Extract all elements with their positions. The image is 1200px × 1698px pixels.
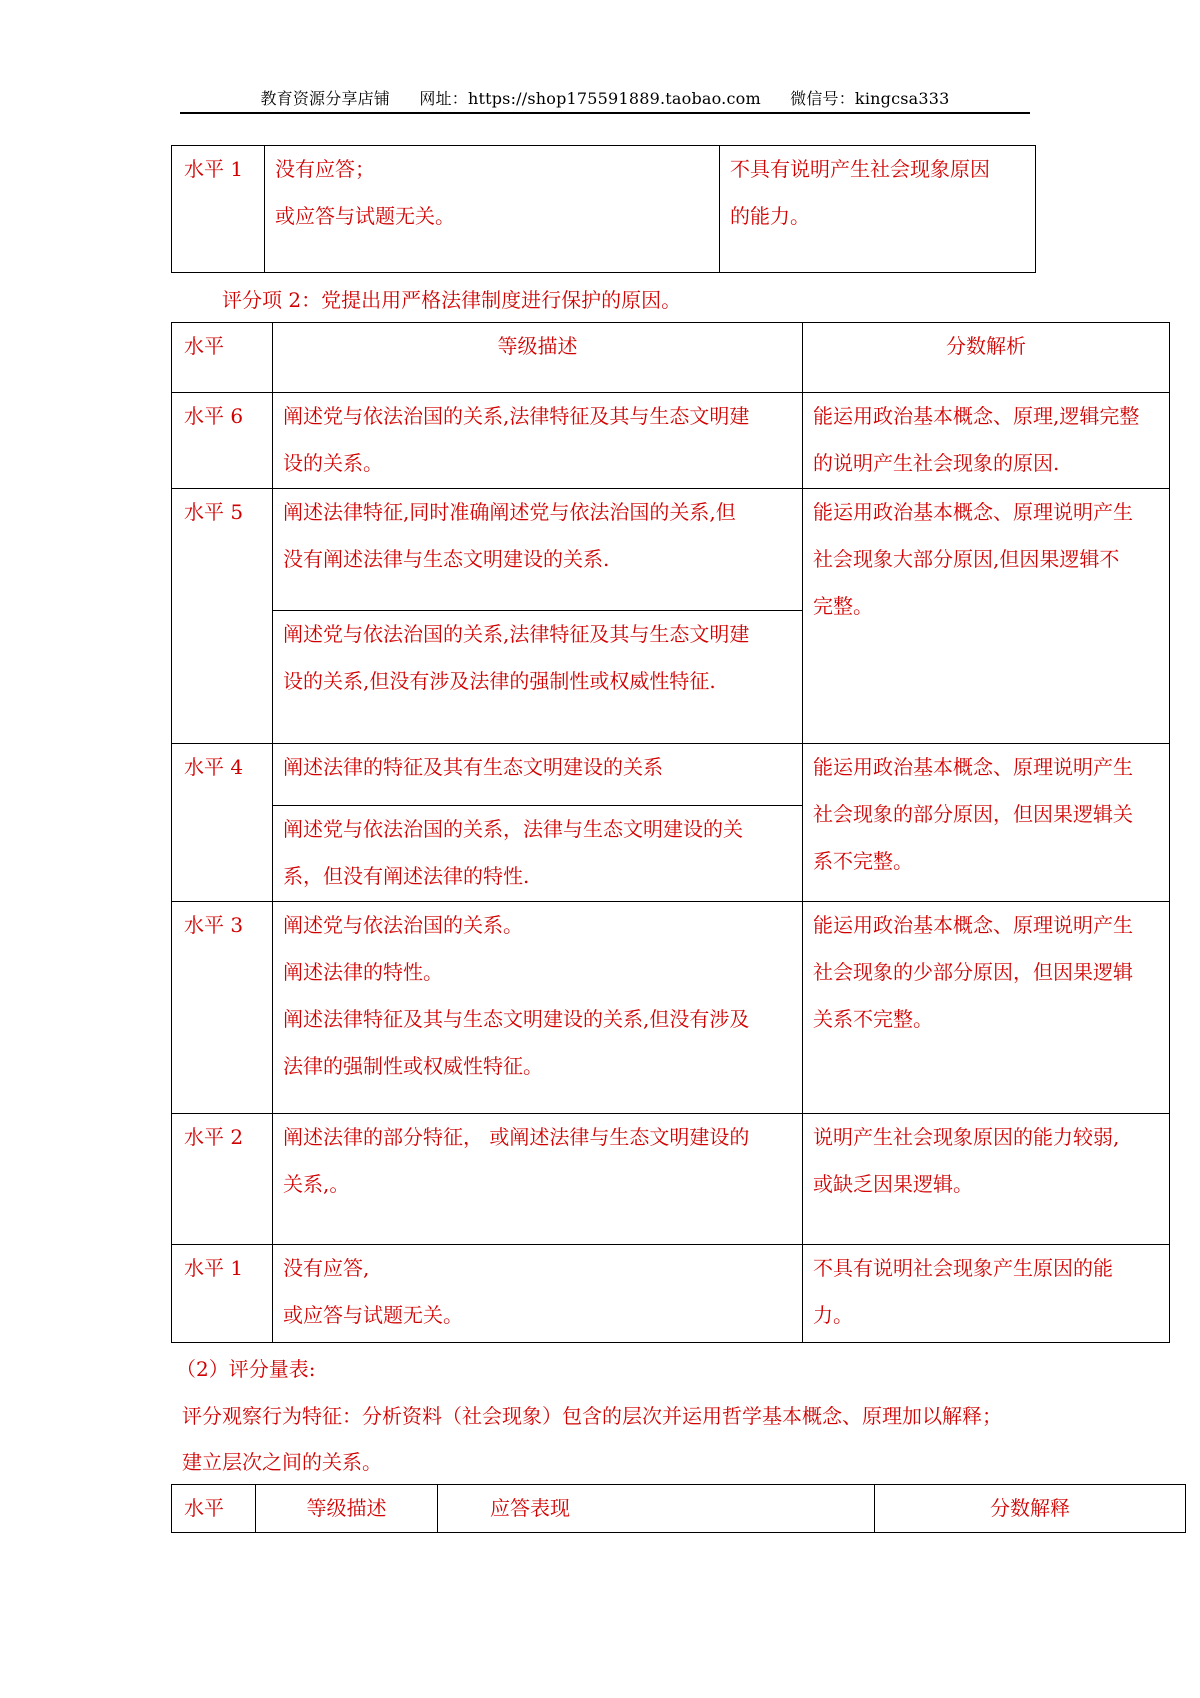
desc-cell: 阐述法律的部分特征， 或阐述法律与生态文明建设的 关系,。 [273, 1114, 803, 1245]
desc-cell: 阐述党与依法治国的关系,法律特征及其与生态文明建 设的关系,但没有涉及法律的强制性或权威性特征. [273, 611, 803, 744]
score-cell: 能运用政治基本概念、原理说明产生 社会现象大部分原因,但因果逻辑不 完整。 [803, 489, 1170, 744]
level-cell: 水平 1 [172, 146, 265, 273]
score-cell: 能运用政治基本概念、原理说明产生 社会现象的部分原因，但因果逻辑关 系不完整。 [803, 744, 1170, 902]
desc-cell: 阐述法律的特征及其有生态文明建设的关系 [273, 744, 803, 806]
desc-cell: 阐述法律特征,同时准确阐述党与依法治国的关系,但 没有阐述法律与生态文明建设的关系. [273, 489, 803, 611]
page-header [180, 86, 1030, 109]
table-row [172, 146, 1036, 273]
item2-title: 评分项 2：党提出用严格法律制度进行保护的原因。 [222, 288, 682, 312]
table-header-row [172, 1485, 1186, 1533]
level-cell: 水平 2 [172, 1114, 273, 1245]
header-shop: 教育资源分享店铺 [260, 89, 391, 108]
table-row [172, 489, 1170, 611]
header-level: 水平 [172, 1485, 256, 1533]
score-cell: 能运用政治基本概念、原理,逻辑完整 的说明产生社会现象的原因. [803, 393, 1170, 489]
header-score: 分数解析 [803, 323, 1170, 393]
table-row [172, 1114, 1170, 1245]
level-cell: 水平 1 [172, 1245, 273, 1343]
level-cell: 水平 4 [172, 744, 273, 902]
observe-line-1: 评分观察行为特征：分析资料（社会现象）包含的层次并运用哲学基本概念、原理加以解释； [182, 1404, 1002, 1428]
desc-cell: 没有应答； 或应答与试题无关。 [265, 146, 720, 273]
table-row [172, 902, 1170, 1114]
desc-cell: 阐述党与依法治国的关系，法律与生态文明建设的关 系，但没有阐述法律的特性. [273, 806, 803, 902]
score-cell: 不具有说明社会现象产生原因的能 力。 [803, 1245, 1170, 1343]
table-top [171, 145, 1036, 273]
table-main [171, 322, 1170, 1343]
table-row [172, 1245, 1170, 1343]
desc-cell: 没有应答, 或应答与试题无关。 [273, 1245, 803, 1343]
score-cell: 说明产生社会现象原因的能力较弱, 或缺乏因果逻辑。 [803, 1114, 1170, 1245]
header-perf: 应答表现 [438, 1485, 875, 1533]
section2-title: （2）评分量表: [176, 1357, 316, 1381]
header-url: 网址：https://shop175591889.taobao.com [419, 89, 761, 108]
header-level: 水平 [172, 323, 273, 393]
table-bottom [171, 1484, 1186, 1533]
table-row [172, 744, 1170, 806]
score-cell: 能运用政治基本概念、原理说明产生 社会现象的少部分原因，但因果逻辑 关系不完整。 [803, 902, 1170, 1114]
header-wechat: 微信号：kingcsa333 [790, 89, 950, 108]
desc-cell: 阐述党与依法治国的关系。 阐述法律的特性。 阐述法律特征及其与生态文明建设的关系,但没有涉及 法律的强制性或权威性特征。 [273, 902, 803, 1114]
level-cell: 水平 3 [172, 902, 273, 1114]
observe-line-2: 建立层次之间的关系。 [182, 1450, 382, 1474]
header-desc: 等级描述 [256, 1485, 438, 1533]
table-header-row [172, 323, 1170, 393]
header-score: 分数解释 [875, 1485, 1186, 1533]
score-cell: 不具有说明产生社会现象原因 的能力。 [720, 146, 1036, 273]
desc-cell: 阐述党与依法治国的关系,法律特征及其与生态文明建 设的关系。 [273, 393, 803, 489]
table-row [172, 393, 1170, 489]
level-cell: 水平 5 [172, 489, 273, 744]
header-desc: 等级描述 [273, 323, 803, 393]
header-divider [180, 112, 1030, 114]
level-cell: 水平 6 [172, 393, 273, 489]
